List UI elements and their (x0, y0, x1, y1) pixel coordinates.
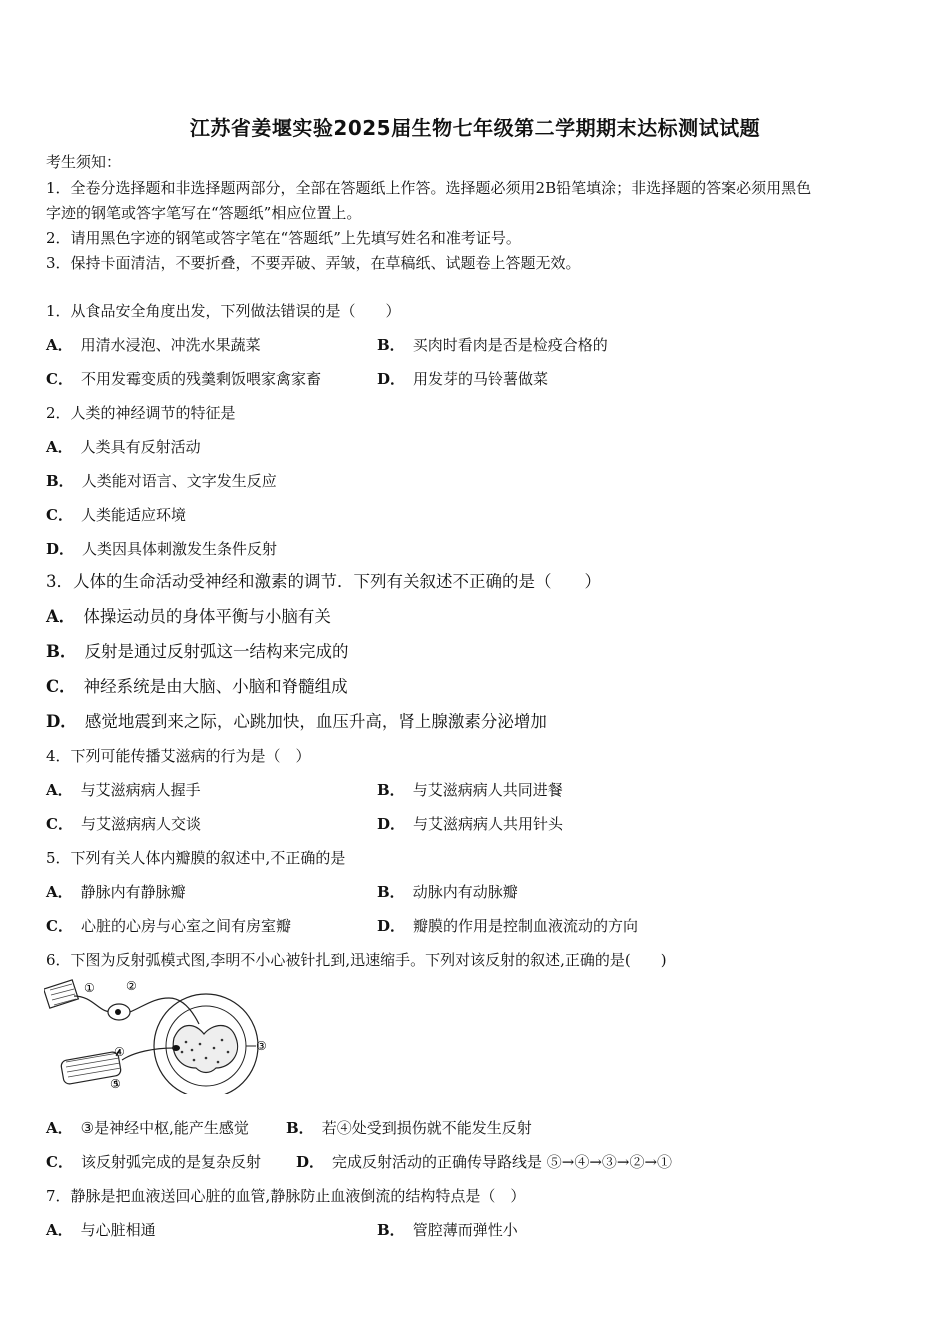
option-c (46, 916, 291, 936)
option-label: B． (377, 1221, 405, 1239)
option-text: 动脉内有动脉瓣 (412, 883, 518, 901)
spinal-cord-figure (154, 994, 258, 1094)
option-text: 与艾滋病病人共同进餐 (412, 781, 563, 799)
option-label: A． (46, 781, 73, 799)
option-text: 感觉地震到来之际，心跳加快，血压升高，肾上腺激素分泌增加 (84, 712, 547, 731)
option-label: C． (46, 370, 73, 388)
option-d (296, 1152, 672, 1172)
option-b (286, 1118, 532, 1138)
option-text: 人类能对语言、文字发生反应 (81, 472, 277, 490)
option-d (377, 369, 548, 389)
option-b (377, 335, 608, 355)
option-b (377, 1220, 518, 1240)
option-label: D． (296, 1153, 325, 1171)
option-text: 管腔薄而弹性小 (412, 1221, 518, 1239)
option-label: A． (46, 607, 76, 626)
option-a (46, 335, 261, 355)
option-b (377, 882, 518, 902)
option-label: C． (46, 677, 76, 696)
question-stem: 5．下列有关人体内瓣膜的叙述中,不正确的是 (46, 849, 346, 867)
question-stem: 4．下列可能传播艾滋病的行为是（ ） (46, 747, 311, 765)
diagram-label: ④ (114, 1045, 125, 1059)
option-text: 与艾滋病病人交谈 (80, 815, 201, 833)
option-label: B． (377, 883, 405, 901)
option-text: 反射是通过反射弧这一结构来完成的 (84, 642, 349, 661)
option-text: 心脏的心房与心室之间有房室瓣 (80, 917, 291, 935)
option-label: B． (46, 642, 77, 661)
option-b (46, 642, 348, 662)
option-c (46, 505, 186, 525)
option-text: 瓣膜的作用是控制血液流动的方向 (413, 917, 639, 935)
diagram-label: ② (126, 979, 137, 993)
notice-heading: 考生须知： (46, 153, 122, 171)
option-a (46, 1220, 156, 1240)
option-label: C． (46, 815, 73, 833)
option-a (46, 437, 201, 457)
option-a (46, 607, 331, 627)
option-text: 不用发霉变质的残羹剩饭喂家禽家畜 (80, 370, 321, 388)
option-b (46, 471, 277, 491)
option-text: 用发芽的马铃薯做菜 (413, 370, 549, 388)
option-a (46, 882, 186, 902)
option-text: 体操运动员的身体平衡与小脑有关 (83, 607, 331, 626)
option-label: B． (286, 1119, 314, 1137)
option-text: 与心脏相通 (80, 1221, 156, 1239)
option-text: 完成反射活动的正确传导路线是 ⑤→④→③→②→① (332, 1153, 673, 1171)
diagram-label: ⑤ (110, 1077, 121, 1091)
option-label: D． (46, 712, 77, 731)
option-label: A． (46, 1119, 73, 1137)
option-a (46, 1118, 249, 1138)
option-c (46, 677, 348, 697)
option-text: 人类能适应环境 (80, 506, 186, 524)
option-label: C． (46, 917, 73, 935)
option-text: 人类具有反射活动 (80, 438, 201, 456)
option-d (377, 814, 563, 834)
option-b (377, 780, 563, 800)
option-label: D． (46, 540, 75, 558)
receptor-skin-figure (44, 980, 78, 1008)
option-label: A． (46, 1221, 73, 1239)
option-d (377, 916, 638, 936)
option-text: 人类因具体刺激发生条件反射 (82, 540, 278, 558)
option-label: D． (377, 917, 406, 935)
option-label: B． (46, 472, 74, 490)
option-label: C． (46, 506, 73, 524)
notice-item: 3．保持卡面清洁，不要折叠，不要弄破、弄皱，在草稿纸、试题卷上答题无效。 (46, 254, 581, 272)
option-text: 与艾滋病病人握手 (80, 781, 201, 799)
option-label: A． (46, 336, 73, 354)
option-text: 神经系统是由大脑、小脑和脊髓组成 (83, 677, 348, 696)
option-text: 该反射弧完成的是复杂反射 (80, 1153, 261, 1171)
question-stem: 7．静脉是把血液送回心脏的血管,静脉防止血液倒流的结构特点是（ ） (46, 1187, 526, 1205)
option-d (46, 539, 277, 559)
reflex-arc-diagram (44, 976, 274, 1094)
option-label: B． (377, 336, 405, 354)
option-text: 用清水浸泡、冲洗水果蔬菜 (80, 336, 261, 354)
option-c (46, 814, 201, 834)
option-text: 静脉内有静脉瓣 (80, 883, 186, 901)
notice-item: 1．全卷分选择题和非选择题两部分，全部在答题纸上作答。选择题必须用2B铅笔填涂；非选择题的答案必须用黑色 (46, 179, 812, 197)
option-text: 与艾滋病病人共用针头 (413, 815, 564, 833)
option-text: ③是神经中枢,能产生感觉 (80, 1119, 249, 1137)
option-label: D． (377, 815, 406, 833)
option-a (46, 780, 201, 800)
option-d (46, 712, 547, 732)
diagram-label: ③ (256, 1039, 267, 1053)
option-label: B． (377, 781, 405, 799)
notice-item: 字迹的钢笔或答字笔写在“答题纸”相应位置上。 (46, 204, 362, 222)
option-label: A． (46, 883, 73, 901)
option-text: 若④处受到损伤就不能发生反射 (321, 1119, 532, 1137)
question-stem: 1．从食品安全角度出发，下列做法错误的是（ ） (46, 302, 401, 320)
option-c (46, 369, 321, 389)
question-stem: 6．下图为反射弧模式图,李明不小心被针扎到,迅速缩手。下列对该反射的叙述,正确的是( ) (46, 951, 667, 969)
page-title: 江苏省姜堰实验2025届生物七年级第二学期期末达标测试试题 (189, 116, 761, 140)
option-text: 买肉时看肉是否是检疫合格的 (412, 336, 608, 354)
diagram-label: ① (84, 981, 95, 995)
option-c (46, 1152, 261, 1172)
option-label: C． (46, 1153, 73, 1171)
option-label: D． (377, 370, 406, 388)
option-label: A． (46, 438, 73, 456)
question-stem: 2．人类的神经调节的特征是 (46, 404, 236, 422)
question-stem: 3．人体的生命活动受神经和激素的调节．下列有关叙述不正确的是（ ） (46, 572, 601, 591)
notice-item: 2．请用黑色字迹的钢笔或答字笔在“答题纸”上先填写姓名和准考证号。 (46, 229, 521, 247)
